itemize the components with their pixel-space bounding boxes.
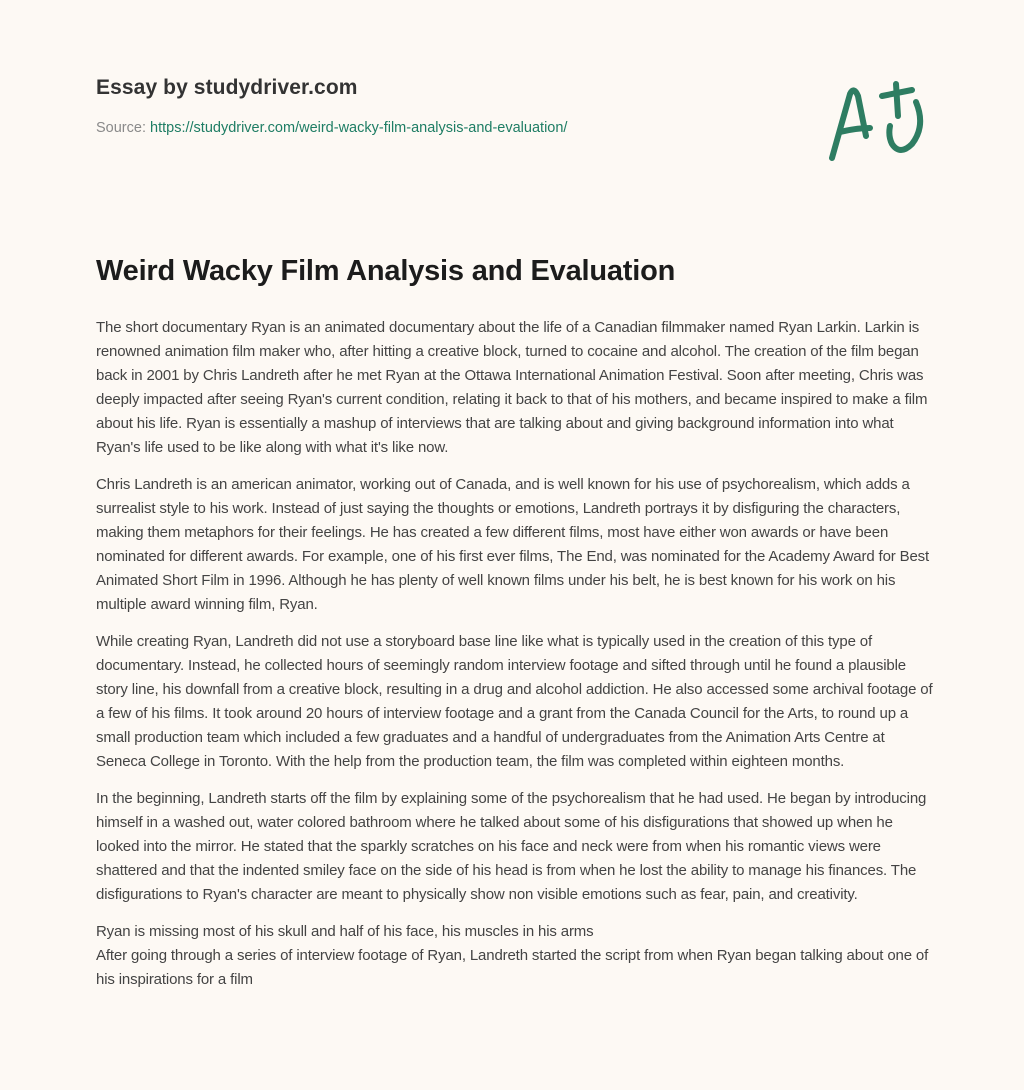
a-plus-grade-icon [820, 66, 930, 166]
source-line [96, 120, 926, 136]
source-label: Source: [96, 120, 146, 136]
paragraph: The short documentary Ryan is an animated documentary about the life of a Canadian filmmaker named Ryan Larkin. Larkin is renowned animation film maker who, after hitting a creative block, turned to cocaine and alcohol. The creation of the film began back in 2001 by Chris Landreth after he met Ryan at the Ottawa International Animation Festival. Soon after meeting, Chris was deeply impacted after seeing Ryan's current condition, relating it back to that of his mothers, and became inspired to make a film about his life. Ryan is essentially a mashup of interviews that are talking about and giving background information into what Ryan's life used to be like along with what it's like now. [96, 319, 928, 456]
paragraph: In the beginning, Landreth starts off the film by explaining some of the psychorealism that he had used. He began by introducing himself in a washed out, water colored bathroom where he talked about some of his disfigurations that showed up when he looked into the mirror. He stated that the sparkly scratches on his face and neck were from when his romantic views were shattered and that the indented smiley face on the side of his head is from when he lost the ability to manage his finances. The disfigurations to Ryan's character are meant to physically show non visible emotions such as fear, pain, and creativity. [96, 790, 927, 903]
paragraph: Ryan is missing most of his skull and half of his face, his muscles in his arms [96, 923, 594, 940]
brand-title: Essay by studydriver.com [96, 76, 358, 99]
source-link[interactable]: https://studydriver.com/weird-wacky-film-analysis-and-evaluation/ [150, 120, 568, 136]
paragraph: After going through a series of interview footage of Ryan, Landreth started the script from when Ryan began talking about one of his inspirations for a film [96, 947, 929, 988]
essay-header [96, 76, 926, 136]
paragraph: While creating Ryan, Landreth did not use a storyboard base line like what is typically used in the creation of this type of documentary. Instead, he collected hours of seemingly random interview footage and sifted through until he found a plausible story line, his downfall from a creative block, resulting in a drug and alcohol addiction. He also accessed some archival footage of a few of his films. It took around 20 hours of interview footage and a grant from the Canada Council for the Arts, to round up a small production team which included a few graduates and a handful of undergraduates from the Animation Arts Centre at Seneca College in Toronto. With the help from the production team, the film was completed within eighteen months. [96, 633, 933, 770]
paragraph: Chris Landreth is an american animator, working out of Canada, and is well known for his use of psychorealism, which adds a surrealist style to his work. Instead of just saying the thoughts or emotions, Landreth portrays it by disfiguring the characters, making them metaphors for their feelings. He has created a few different films, most have either won awards or have been nominated for different awards. For example, one of his first ever films, The End, was nominated for the Academy Award for Best Animated Short Film in 1996. Although he has plenty of well known films under his belt, he is best known for his work on his multiple award winning film, Ryan. [96, 476, 930, 613]
page-title: Weird Wacky Film Analysis and Evaluation [96, 255, 676, 287]
article-body [96, 316, 936, 1005]
